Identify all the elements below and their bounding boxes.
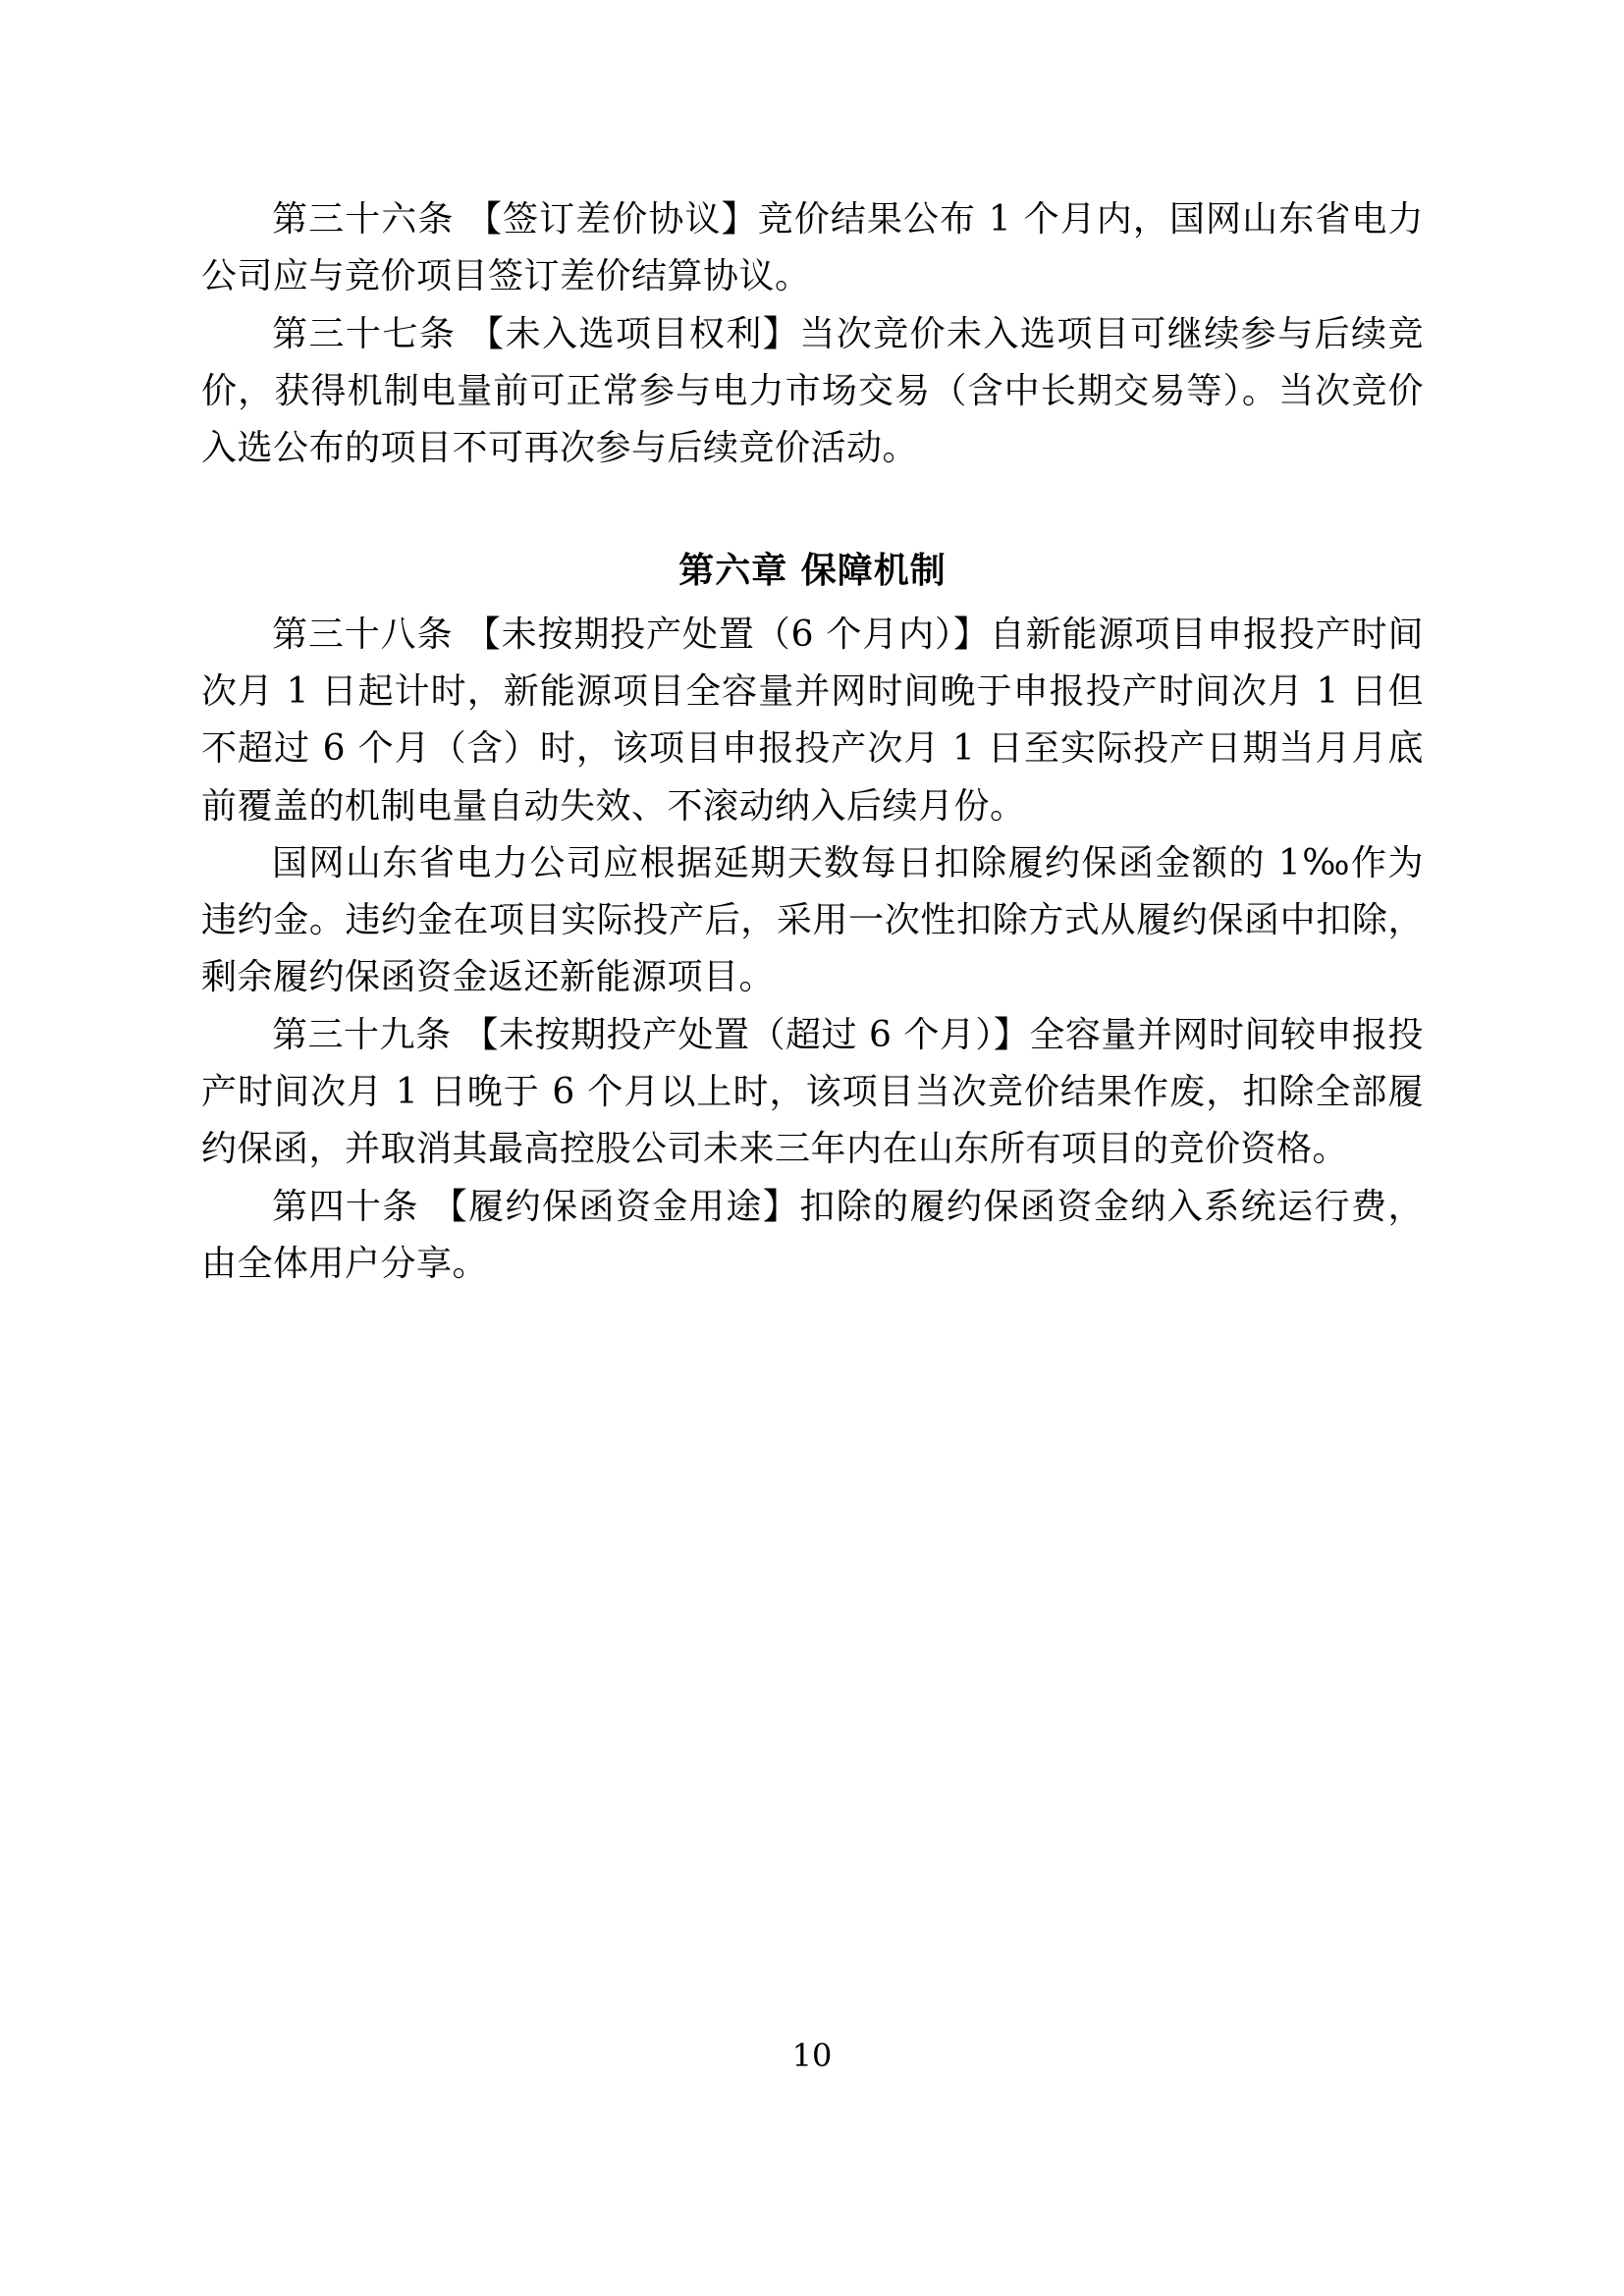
- page-number: 10: [791, 2037, 833, 2074]
- chapter-spacer-bottom: [201, 593, 1424, 607]
- paragraph-article-40: 第四十条 【履约保函资金用途】扣除的履约保函资金纳入系统运行费，由全体用户分享。: [201, 1186, 1424, 1284]
- paragraph-article-37: 第三十七条 【未入选项目权利】当次竞价未入选项目可继续参与后续竞价，获得机制电量前可正常参与电力市场交易（含中长期交易等）。当次竞价入选公布的项目不可再次参与后续竞价活动。: [201, 313, 1424, 469]
- chapter-spacer-top: [201, 478, 1424, 543]
- document-body: [201, 191, 1424, 1293]
- paragraph-article-38: 第三十八条 【未按期投产处置（6 个月内）】自新能源项目申报投产时间次月 1 日起计时，新能源项目全容量并网时间晚于申报投产时间次月 1 日但不超过 6 个月（含）时，该项目申报投产次月 1 日至实际投产日期当月月底前覆盖的机制电量自动失效、不滚动纳入后续月份。: [201, 614, 1424, 827]
- paragraph-article-36: 第三十六条 【签订差价协议】竞价结果公布 1 个月内，国网山东省电力公司应与竞价项目签订差价结算协议。: [201, 199, 1424, 297]
- paragraph-article-38-second: 国网山东省电力公司应根据延期天数每日扣除履约保函金额的 1‰作为违约金。违约金在项目实际投产后，采用一次性扣除方式从履约保函中扣除，剩余履约保函资金返还新能源项目。: [201, 842, 1424, 998]
- paragraph-article-39: 第三十九条 【未按期投产处置（超过 6 个月）】全容量并网时间较申报投产时间次月 1 日晚于 6 个月以上时，该项目当次竞价结果作废，扣除全部履约保函，并取消其最高控股公司未来三年内在山东所有项目的竞价资格。: [201, 1014, 1424, 1170]
- chapter-heading: 第六章 保障机制: [678, 550, 947, 591]
